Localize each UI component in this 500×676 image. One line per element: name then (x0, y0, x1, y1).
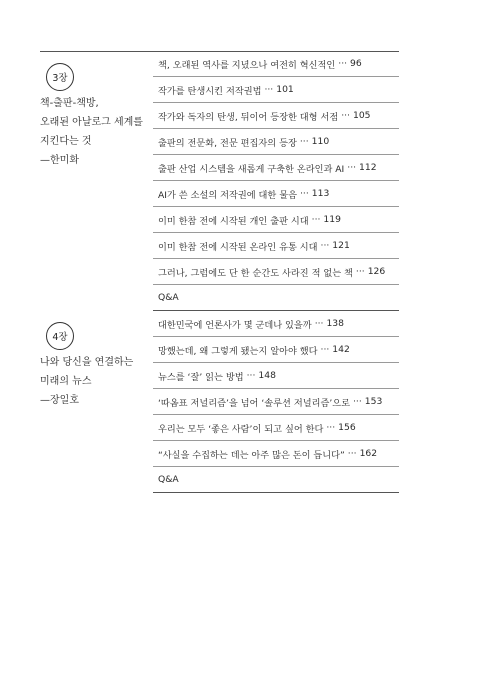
leader-dots: ··· (353, 396, 362, 407)
leader-dots: ··· (299, 136, 309, 147)
toc-entry[interactable] (153, 441, 399, 467)
entry-page: 119 (323, 214, 341, 225)
chapter-3-entries (153, 51, 399, 311)
chapter-3-badge: 3장 (46, 63, 74, 91)
chapter-title-line: 오래된 아날로그 세계를 (40, 117, 143, 128)
entry-page: 156 (338, 422, 356, 433)
leader-dots: ··· (311, 214, 321, 225)
leader-dots: ··· (338, 58, 348, 69)
chapter-author: —장일호 (40, 395, 79, 406)
leader-dots: ··· (264, 84, 274, 95)
entry-page: 138 (326, 318, 344, 329)
chapter-title-line: 지킨다는 것 (40, 136, 92, 147)
toc-entry[interactable] (153, 77, 399, 103)
toc-entry[interactable] (153, 233, 399, 259)
entry-page: 113 (311, 188, 330, 199)
entry-title: 그러나, 그럼에도 단 한 순간도 사라진 적 없는 책 (158, 267, 353, 279)
chapter-title-line: 나와 당신을 연결하는 (40, 357, 134, 368)
entry-page: 142 (332, 344, 350, 355)
entry-page: 148 (258, 370, 276, 381)
entry-page: 153 (364, 396, 383, 407)
entry-title: “사실을 수집하는 데는 아주 많은 돈이 듭니다” (158, 449, 345, 461)
leader-dots: ··· (355, 266, 365, 277)
entry-title: 작가를 탄생시킨 저작권법 (158, 85, 262, 97)
toc-entry[interactable] (153, 415, 399, 441)
entry-title: 대한민국에 언론사가 몇 군데나 있을까 (158, 319, 312, 331)
entry-page: 121 (332, 240, 350, 251)
toc-entry[interactable] (153, 51, 399, 77)
toc-entry[interactable] (153, 155, 399, 181)
leader-dots: ··· (341, 110, 350, 121)
chapter-4-title (40, 353, 158, 410)
entry-page: 96 (350, 58, 362, 69)
leader-dots: ··· (314, 318, 324, 329)
toc-entry[interactable] (153, 181, 399, 207)
entry-page: 162 (359, 448, 378, 459)
entry-title: 뉴스를 ‘잘’ 읽는 방법 (158, 371, 244, 383)
toc-entry[interactable] (153, 207, 399, 233)
toc-entry[interactable] (153, 311, 399, 337)
chapter-author: —한미화 (40, 155, 79, 166)
leader-dots: ··· (320, 344, 330, 355)
entry-page: 110 (311, 136, 330, 147)
leader-dots: ··· (326, 422, 336, 433)
chapter-title-line: 책-출판-책방, (40, 98, 99, 109)
toc-entry-qa[interactable] (153, 285, 399, 311)
chapter-title-line: 미래의 뉴스 (40, 376, 92, 387)
toc-entry[interactable] (153, 337, 399, 363)
entry-title: 이미 한참 전에 시작된 온라인 유통 시대 (158, 241, 318, 253)
entry-title: 우리는 모두 ‘좋은 사람’이 되고 싶어 한다 (158, 423, 324, 435)
leader-dots: ··· (246, 370, 256, 381)
entry-title: 책, 오래된 역사를 지녔으나 여전히 혁신적인 (158, 59, 336, 71)
entry-page: 101 (276, 84, 294, 95)
toc-entry-qa[interactable] (153, 467, 399, 493)
entry-title: 망했는데, 왜 그렇게 됐는지 알아야 했다 (158, 345, 318, 357)
leader-dots: ··· (320, 240, 330, 251)
entry-title: 출판 산업 시스템을 새롭게 구축한 온라인과 AI (158, 163, 345, 175)
entry-title: 출판의 전문화, 전문 편집자의 등장 (158, 137, 297, 149)
chapter-3-title (40, 94, 158, 170)
entry-page: 105 (352, 110, 371, 121)
toc-entry[interactable] (153, 259, 399, 285)
toc-entry[interactable] (153, 103, 399, 129)
leader-dots: ··· (347, 162, 357, 173)
chapter-4-badge: 4장 (46, 322, 74, 350)
entry-page: 112 (359, 162, 377, 173)
entry-title: AI가 쓴 소설의 저작권에 대한 물음 (158, 189, 297, 201)
entry-title: Q&A (158, 292, 179, 303)
leader-dots: ··· (299, 188, 309, 199)
entry-title: 이미 한참 전에 시작된 개인 출판 시대 (158, 215, 309, 227)
toc-entry[interactable] (153, 363, 399, 389)
entry-title: Q&A (158, 474, 179, 485)
entry-page: 126 (367, 266, 386, 277)
toc-entry[interactable] (153, 389, 399, 415)
leader-dots: ··· (347, 448, 357, 459)
entry-title: ‘따옴표 저널리즘’을 넘어 ‘솔루션 저널리즘’으로 (158, 397, 350, 409)
entry-title: 작가와 독자의 탄생, 뒤이어 등장한 대형 서점 (158, 111, 339, 123)
chapter-4-entries (153, 311, 399, 493)
toc-entry[interactable] (153, 129, 399, 155)
